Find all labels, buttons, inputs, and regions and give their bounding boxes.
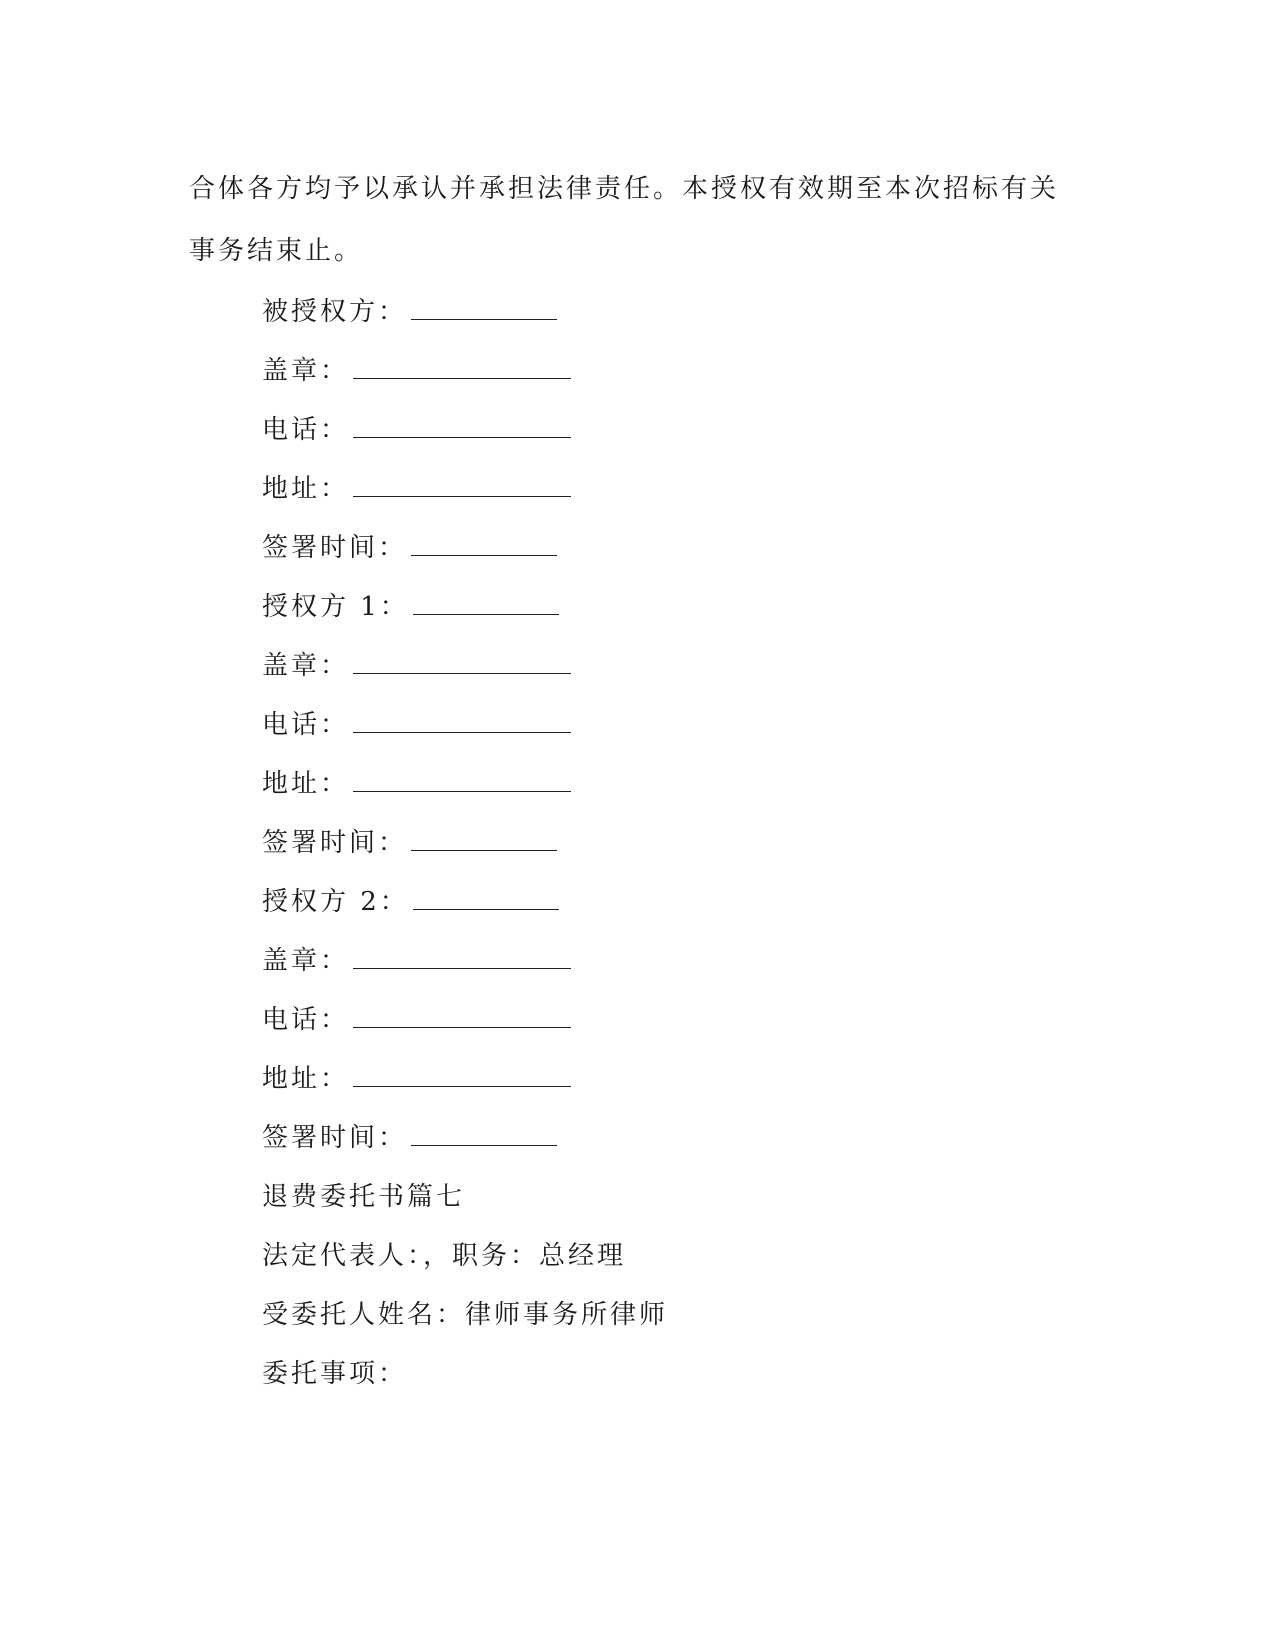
field-seal [262, 646, 571, 686]
field-label: 签署时间： [262, 533, 408, 563]
field-seal [262, 941, 571, 981]
blank-line [411, 1121, 557, 1146]
blank-line [353, 1062, 571, 1087]
field-label: 授权方 2： [262, 887, 409, 917]
paragraph-line: 合体各方均予以承认并承担法律责任。本授权有效期至本次招标有关 [189, 174, 1060, 204]
field-address [262, 764, 571, 804]
blank-line [413, 590, 559, 615]
field-label: 盖章： [262, 946, 350, 976]
blank-line [411, 826, 557, 851]
field-label: 签署时间： [262, 1123, 408, 1153]
blank-line [411, 531, 557, 556]
field-sign-date [262, 1118, 557, 1158]
field-label: 授权方 1： [262, 592, 409, 622]
blank-line [353, 649, 571, 674]
field-sign-date [262, 528, 557, 568]
field-label: 电话： [262, 415, 350, 445]
field-label: 签署时间： [262, 828, 408, 858]
blank-line [353, 413, 571, 438]
field-label: 电话： [262, 1005, 350, 1035]
field-label: 电话： [262, 710, 350, 740]
field-address [262, 1059, 571, 1099]
field-grantor-2 [262, 882, 559, 922]
blank-line [411, 295, 557, 320]
field-authorized-party [262, 292, 557, 332]
field-phone [262, 1000, 571, 1040]
blank-line [353, 472, 571, 497]
field-address [262, 469, 571, 509]
section-heading: 退费委托书篇七 [262, 1182, 466, 1212]
blank-line [413, 885, 559, 910]
field-label: 地址： [262, 769, 350, 799]
body-paragraph [189, 158, 1069, 282]
blank-line [353, 944, 571, 969]
field-grantor-1 [262, 587, 559, 627]
field-label: 地址： [262, 1064, 350, 1094]
trustee-name: 受委托人姓名：律师事务所律师 [262, 1300, 669, 1330]
field-phone [262, 705, 571, 745]
field-phone [262, 410, 571, 450]
legal-representative: 法定代表人：，职务：总经理 [262, 1241, 627, 1271]
field-label: 盖章： [262, 356, 350, 386]
entrusted-matters: 委托事项： [262, 1359, 408, 1389]
blank-line [353, 708, 571, 733]
blank-line [353, 354, 571, 379]
blank-line [353, 1003, 571, 1028]
field-label: 被授权方： [262, 297, 408, 327]
blank-line [353, 767, 571, 792]
field-seal [262, 351, 571, 391]
field-label: 盖章： [262, 651, 350, 681]
field-label: 地址： [262, 474, 350, 504]
paragraph-line: 事务结束止。 [189, 236, 364, 266]
field-sign-date [262, 823, 557, 863]
